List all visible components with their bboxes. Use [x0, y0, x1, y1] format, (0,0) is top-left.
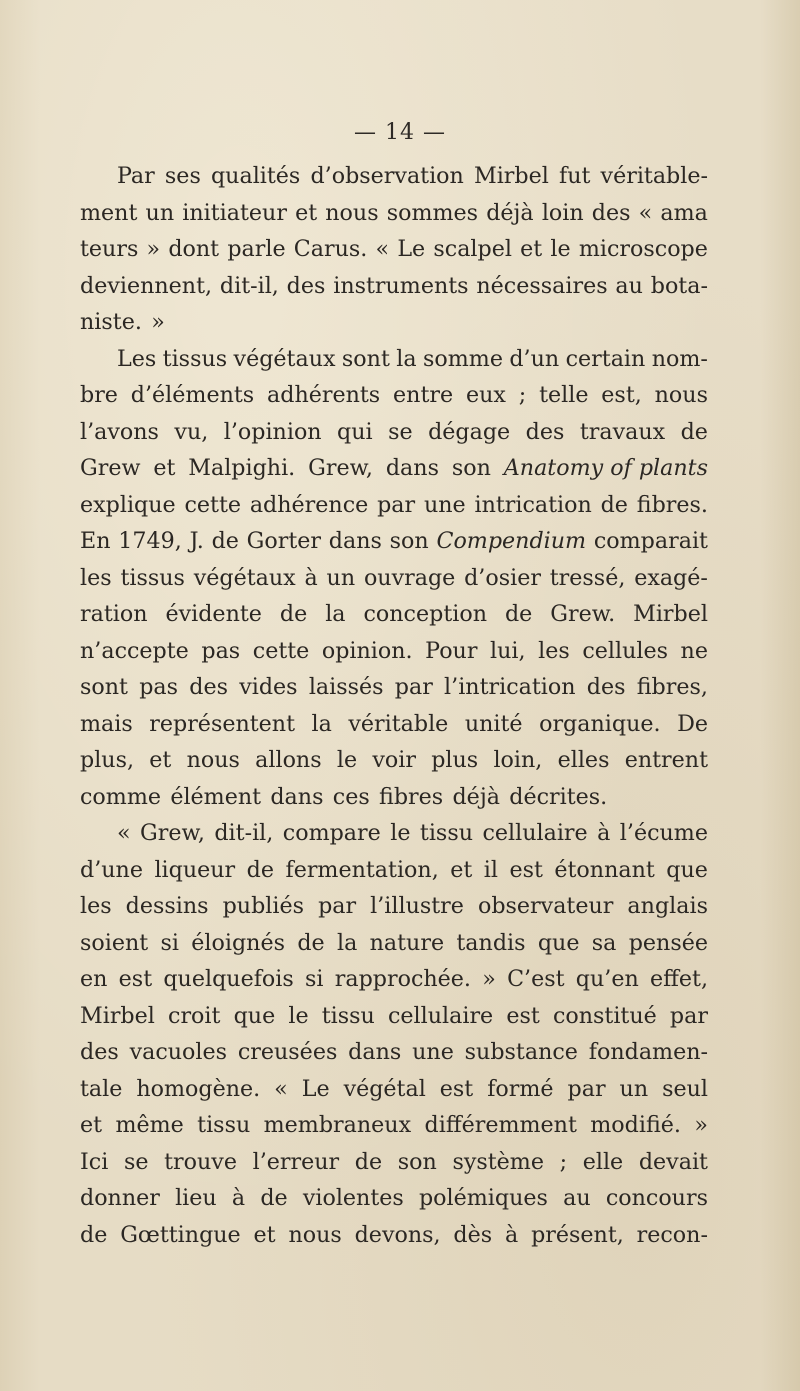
word: au — [563, 1185, 591, 1211]
word: à — [304, 564, 318, 591]
word: dans — [385, 455, 439, 481]
page-number: — 14 — — [354, 120, 446, 145]
word: cette — [252, 637, 310, 664]
word: fibres, — [636, 674, 708, 700]
word: qualités — [210, 163, 301, 189]
word: d’une — [80, 856, 143, 883]
word: concours — [605, 1185, 708, 1211]
word: croit — [168, 1002, 221, 1029]
word: le — [390, 820, 411, 846]
word: l’écume — [619, 820, 708, 846]
word: De — [677, 710, 708, 737]
text-line — [80, 633, 708, 670]
word: des — [525, 418, 565, 445]
word: loin — [541, 199, 584, 226]
word: donner — [80, 1185, 160, 1211]
word: niste. — [80, 309, 142, 335]
word: qu’en — [575, 966, 639, 992]
word: dans — [348, 1039, 402, 1065]
word: tissus — [162, 345, 228, 372]
word: allons — [255, 747, 322, 773]
word: il — [483, 856, 498, 883]
word: et — [295, 199, 318, 226]
word: des — [586, 674, 626, 700]
word: explique — [80, 491, 176, 518]
text-line — [80, 341, 708, 378]
word: ration — [80, 601, 148, 627]
word: instruments — [333, 272, 469, 299]
word: dans — [270, 783, 324, 810]
word: Grew — [80, 455, 141, 481]
word: et — [253, 1221, 276, 1248]
word: vides — [239, 674, 298, 700]
word: fibres — [379, 783, 444, 810]
word: Grew. — [550, 601, 616, 627]
word: deviennent, — [80, 272, 213, 299]
word: par — [318, 893, 357, 919]
word: et — [153, 455, 176, 481]
word: sont — [80, 674, 128, 700]
word: pensée — [628, 929, 708, 956]
word: si — [160, 929, 179, 956]
word: unité — [464, 710, 523, 737]
word: » — [151, 309, 165, 335]
text-line — [80, 852, 708, 889]
word: l’erreur — [252, 1148, 340, 1175]
word: Ici — [80, 1148, 109, 1175]
word: violentes — [302, 1185, 404, 1211]
word: de — [211, 528, 239, 554]
word: dit-il, — [214, 820, 274, 846]
text-line — [80, 1034, 708, 1071]
word: C’est — [507, 966, 565, 992]
word: déjà — [486, 199, 534, 226]
word: l’opinion — [223, 418, 322, 445]
word: de — [260, 1185, 288, 1211]
word: ; — [559, 1148, 568, 1175]
word: compare — [282, 820, 381, 846]
word: des — [80, 1039, 119, 1065]
word: substance — [464, 1039, 578, 1065]
word: des — [591, 199, 631, 226]
word: nature — [369, 929, 445, 956]
word: une — [423, 491, 466, 518]
word: « — [375, 236, 390, 262]
word: système — [452, 1148, 544, 1175]
word: à — [597, 820, 611, 846]
word: tandis — [456, 929, 526, 956]
word: intrication — [474, 491, 592, 518]
word: fermentation, — [285, 856, 439, 883]
word: » — [482, 966, 496, 992]
word: Compendium — [436, 528, 587, 554]
word: Gorter — [246, 528, 322, 554]
word: est — [439, 1075, 474, 1102]
word: Les — [117, 345, 157, 372]
word: par — [567, 1075, 606, 1102]
text-line — [80, 961, 708, 998]
word: ne — [680, 637, 708, 664]
word: anglais — [627, 893, 708, 919]
word: végétaux — [193, 564, 296, 591]
word: tissu — [419, 820, 473, 846]
word: laissés — [308, 674, 384, 700]
word: pas — [139, 674, 179, 700]
text-line — [80, 377, 708, 414]
word: les — [538, 637, 570, 664]
word: dont — [168, 236, 220, 262]
word: conception — [363, 601, 487, 627]
word: fibres. — [636, 491, 708, 518]
word: déjà — [452, 783, 500, 810]
word: bota- — [650, 272, 708, 299]
word: se — [388, 418, 413, 445]
word: comme — [80, 783, 161, 810]
word: sommes — [386, 199, 479, 226]
word: adhérence — [249, 491, 369, 518]
word: la — [336, 929, 358, 956]
word: Pour — [425, 637, 478, 664]
word: cellulaire — [387, 1002, 494, 1029]
text-line — [80, 560, 708, 597]
word: Mirbel — [633, 601, 708, 627]
word: devons, — [354, 1221, 441, 1248]
word: en — [80, 966, 108, 992]
word: comparait — [593, 528, 708, 554]
word: pas — [201, 637, 241, 664]
word: dégage — [428, 418, 511, 445]
text-line — [80, 450, 708, 487]
word: végétal — [343, 1075, 426, 1102]
word: le — [550, 236, 571, 262]
word: est — [506, 1002, 540, 1029]
word: dessins — [125, 893, 209, 919]
word: polémiques — [418, 1185, 548, 1211]
text-line — [80, 304, 708, 341]
text-line — [80, 888, 708, 925]
word: et — [149, 747, 172, 773]
word: le — [288, 1002, 309, 1029]
word: soient — [80, 929, 149, 956]
word: recon- — [636, 1221, 708, 1248]
word: par — [669, 1002, 708, 1029]
text-line — [80, 1144, 708, 1181]
word: d’observation — [310, 163, 464, 189]
word: de — [600, 491, 628, 518]
word: végétaux — [233, 345, 336, 372]
word: véritable- — [600, 163, 708, 189]
word: Le — [301, 1075, 330, 1102]
word: dans — [328, 528, 382, 554]
word: nous — [186, 747, 240, 773]
word: nous — [325, 199, 379, 226]
word: un — [326, 564, 356, 591]
text-line — [80, 742, 708, 779]
text-line — [80, 596, 708, 633]
word: travaux — [579, 418, 666, 445]
word: nécessaires — [476, 272, 608, 299]
body-text — [80, 158, 708, 1253]
word: et — [450, 856, 473, 883]
word: évidente — [165, 601, 262, 627]
word: ama — [660, 199, 708, 226]
word: étonnant — [554, 856, 655, 883]
word: au — [615, 272, 643, 299]
word: » — [694, 1112, 708, 1138]
word: décrites. — [509, 783, 608, 810]
word: est — [509, 856, 543, 883]
word: l’avons — [80, 418, 159, 445]
word: vu, — [174, 418, 209, 445]
word: ouvrage — [363, 564, 456, 591]
word: se — [123, 1148, 149, 1175]
text-line — [80, 268, 708, 305]
word: tissu — [197, 1112, 251, 1138]
text-line — [80, 158, 708, 195]
word: telle — [539, 382, 589, 408]
word: sont — [341, 345, 390, 372]
word: Anatomy of plants — [503, 455, 708, 481]
word: les — [80, 893, 112, 919]
word: tissus — [120, 564, 185, 591]
word: le — [336, 747, 358, 773]
word: » — [146, 236, 161, 262]
word: ses — [164, 163, 201, 189]
word: son — [451, 455, 491, 481]
word: membraneux — [263, 1112, 412, 1138]
word: exagé- — [634, 564, 708, 591]
word: de — [354, 1148, 383, 1175]
word: par — [377, 491, 416, 518]
word: parle — [227, 236, 286, 262]
word: d’un — [509, 345, 560, 372]
word: quelquefois — [163, 966, 294, 992]
word: Carus. — [293, 236, 368, 262]
word: effet, — [650, 966, 708, 992]
word: lui, — [490, 637, 526, 664]
word: Malpighi. — [188, 455, 296, 481]
text-line — [80, 669, 708, 706]
word: élément — [170, 783, 262, 810]
word: présent, — [531, 1221, 624, 1248]
word: lieu — [175, 1185, 217, 1211]
word: de — [279, 601, 308, 627]
word: la — [396, 345, 417, 372]
word: nous — [654, 382, 708, 408]
word: son — [389, 528, 429, 554]
word: représentent — [149, 710, 296, 737]
word: organique. — [539, 710, 661, 737]
word: mais — [80, 710, 133, 737]
word: bre — [80, 382, 118, 408]
word: Gœttingue — [120, 1221, 241, 1248]
word: l’illustre — [370, 893, 464, 919]
word: un — [145, 199, 175, 226]
word: plus, — [80, 747, 135, 773]
word: un — [619, 1075, 649, 1102]
word: est — [118, 966, 153, 992]
text-line — [80, 1107, 708, 1144]
word: que — [666, 856, 708, 883]
word: de — [297, 929, 325, 956]
word: « — [274, 1075, 288, 1102]
word: différemment — [424, 1112, 577, 1138]
word: des — [189, 674, 228, 700]
word: teurs — [80, 236, 139, 262]
text-line — [80, 523, 708, 560]
word: homogène. — [136, 1075, 261, 1102]
word: entre — [393, 382, 454, 408]
word: certain — [565, 345, 646, 372]
word: de — [504, 601, 533, 627]
word: nous — [288, 1221, 342, 1248]
word: tissu — [321, 1002, 375, 1029]
word: eux — [465, 382, 506, 408]
word: dit-il, — [219, 272, 279, 299]
word: n’accepte — [80, 637, 189, 664]
word: Par — [117, 163, 155, 189]
text-line — [80, 1180, 708, 1217]
word: En — [80, 528, 111, 554]
word: sa — [591, 929, 617, 956]
text-line — [80, 998, 708, 1035]
word: scalpel — [433, 236, 512, 262]
word: voir — [372, 747, 416, 773]
word: « — [117, 820, 131, 846]
word: la — [325, 601, 346, 627]
word: modifié. — [590, 1112, 681, 1138]
word: est, — [601, 382, 642, 408]
word: vacuoles — [129, 1039, 228, 1065]
word: Grew, — [308, 455, 373, 481]
word: ces — [332, 783, 370, 810]
word: fut — [558, 163, 591, 189]
word: entrent — [624, 747, 708, 773]
word: creusées — [237, 1039, 338, 1065]
word: d’éléments — [130, 382, 255, 408]
word: et — [80, 1112, 103, 1138]
word: J. — [189, 528, 204, 554]
word: constitué — [552, 1002, 657, 1029]
word: cette — [184, 491, 242, 518]
word: par — [394, 674, 433, 700]
word: formé — [487, 1075, 554, 1102]
word: tale — [80, 1075, 123, 1102]
word: même — [115, 1112, 184, 1138]
word: loin, — [493, 747, 543, 773]
word: opinion. — [321, 637, 413, 664]
word: ; — [518, 382, 527, 408]
word: devait — [638, 1148, 708, 1175]
word: tressé, — [549, 564, 626, 591]
word: éloignés — [191, 929, 285, 956]
text-line — [80, 231, 708, 268]
word: que — [537, 929, 580, 956]
word: son — [397, 1148, 437, 1175]
word: véritable — [348, 710, 449, 737]
word: la — [311, 710, 332, 737]
word: d’osier — [464, 564, 541, 591]
word: plus — [431, 747, 479, 773]
word: publiés — [222, 893, 305, 919]
word: cellulaire — [482, 820, 588, 846]
word: si — [305, 966, 324, 992]
word: initiateur — [182, 199, 287, 226]
text-line — [80, 925, 708, 962]
word: et — [520, 236, 543, 262]
word: Grew, — [140, 820, 205, 846]
word: à — [505, 1221, 519, 1248]
text-line — [80, 1217, 708, 1254]
word: elles — [557, 747, 610, 773]
word: de — [80, 1221, 108, 1248]
word: de — [246, 856, 274, 883]
word: rapprochée. — [334, 966, 471, 992]
word: des — [286, 272, 326, 299]
word: ment — [80, 199, 138, 226]
word: fondamen- — [588, 1039, 708, 1065]
word: trouve — [164, 1148, 237, 1175]
word: que — [233, 1002, 276, 1029]
text-line — [80, 706, 708, 743]
word: une — [412, 1039, 454, 1065]
text-line — [80, 779, 708, 816]
word: qui — [337, 418, 373, 445]
word: de — [680, 418, 708, 445]
word: microscope — [578, 236, 708, 262]
word: seul — [662, 1075, 708, 1102]
word: l’intrication — [444, 674, 576, 700]
word: cellules — [582, 637, 668, 664]
word: liqueur — [154, 856, 236, 883]
word: observateur — [477, 893, 614, 919]
text-line — [80, 487, 708, 524]
word: dès — [453, 1221, 493, 1248]
word: les — [80, 564, 112, 591]
text-line — [80, 414, 708, 451]
text-line — [80, 195, 708, 232]
word: Mirbel — [80, 1002, 155, 1029]
word: nom- — [651, 345, 708, 372]
word: Le — [397, 236, 426, 262]
word: « — [638, 199, 653, 226]
word: 1749, — [118, 528, 182, 554]
text-line — [80, 1071, 708, 1108]
word: adhérents — [267, 382, 381, 408]
text-line — [80, 815, 708, 852]
word: elle — [582, 1148, 624, 1175]
word: Mirbel — [473, 163, 549, 189]
word: somme — [423, 345, 503, 372]
word: à — [231, 1185, 246, 1211]
